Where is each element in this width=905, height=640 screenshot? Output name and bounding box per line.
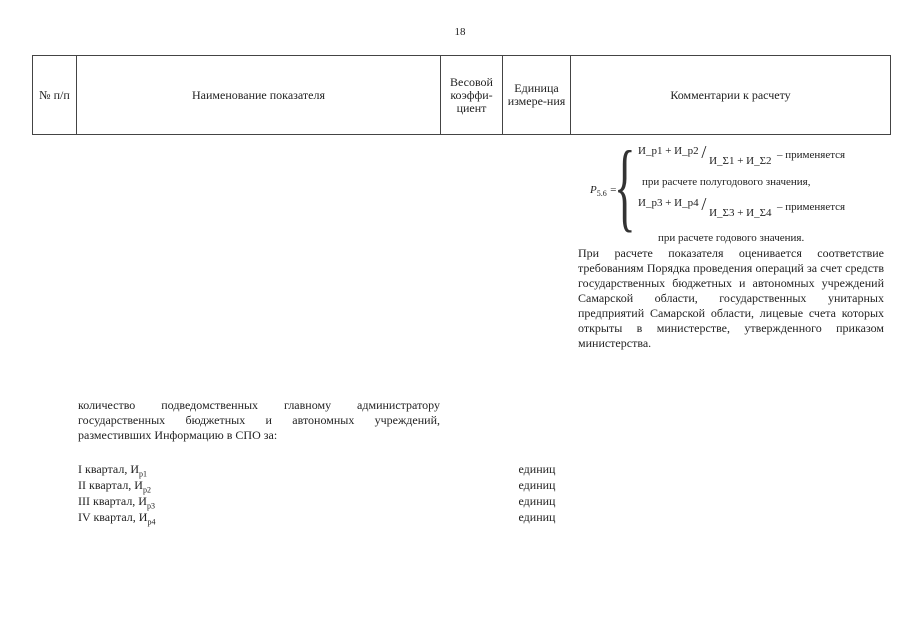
case1-numerator: И_р1 + И_р2 <box>638 145 699 157</box>
formula-case2: И_р3 + И_р4 / И_Σ3 + И_Σ4 – применяется <box>638 194 846 219</box>
indicator-description: количество подведомственных главному администратору государственных бюджетных и автономных учреждений, разместивших Информацию в СПО за: <box>78 398 440 442</box>
quarter-row: I квартал, $И_{р1}$ <box>78 462 147 479</box>
case1-condition: при расчете полугодового значения, <box>642 176 811 188</box>
column-comment-header: Комментарии к расчету <box>571 56 891 135</box>
quarter-row: II квартал, $И_{р2}$ <box>78 478 151 495</box>
case1-note: – применяется <box>777 149 846 161</box>
quarter-row: IV квартал, $И_{р4}$ <box>78 510 156 527</box>
quarter-row: III квартал, $И_{р3}$ <box>78 494 155 511</box>
case2-note: – применяется <box>777 201 846 213</box>
page-number: 18 <box>454 26 466 38</box>
formula-case1: И_р1 + И_р2 / И_Σ1 + И_Σ2 – применяется <box>638 142 846 167</box>
calculation-formula <box>590 130 880 248</box>
quarter-unit: единиц <box>518 462 556 476</box>
column-name-header: Наименование показателя <box>77 56 441 135</box>
formula-brace: { <box>614 130 636 241</box>
quarter-unit: единиц <box>518 510 556 524</box>
column-number-header: № п/п <box>33 56 77 135</box>
case2-denominator: И_Σ3 + И_Σ4 <box>709 207 772 219</box>
quarter-unit: единиц <box>518 478 556 492</box>
case1-denominator: И_Σ1 + И_Σ2 <box>709 155 772 167</box>
column-unit-header: Единица измере-ния <box>503 56 571 135</box>
quarter-unit: единиц <box>518 494 556 508</box>
formula-lhs: $P_{5.6}$ = <box>590 184 617 199</box>
column-weight-header: Весовой коэффи-циент <box>441 56 503 135</box>
indicator-table-header <box>32 55 891 135</box>
case2-condition: при расчете годового значения. <box>658 232 805 244</box>
case2-numerator: И_р3 + И_р4 <box>638 197 699 209</box>
comment-paragraph: При расчете показателя оценивается соответствие требованиям Порядка проведения операций за счет средств государственных бюджетных и автономных учреждений Самарской области, государственных унитарных предприятий Самарской области, лицевые счета которых открыты в министерстве, утвержденного приказом министерства. <box>578 246 884 350</box>
